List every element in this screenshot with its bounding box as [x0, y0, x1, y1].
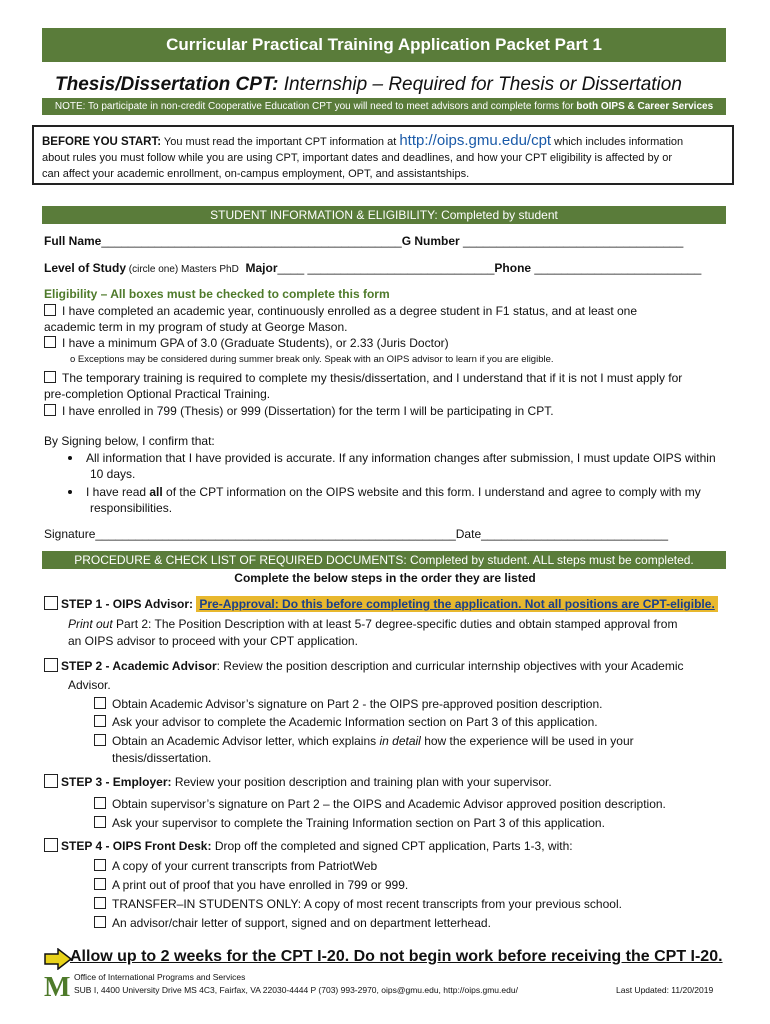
step-3: [44, 774, 552, 790]
eligibility-heading: Eligibility – All boxes must be checked to complete this form: [44, 287, 390, 301]
step-text: how the experience will be used in your: [420, 734, 634, 748]
bullet-icon: [68, 490, 72, 494]
step-2: [44, 658, 684, 674]
subtitle-bold: Thesis/Dissertation CPT:: [55, 74, 279, 95]
eligibility-item-1: [44, 303, 637, 319]
step-2-sub-3-cont: thesis/dissertation.: [112, 751, 212, 765]
step-4-sub-2: [94, 877, 408, 893]
step-text: A print out of proof that you have enrolled in 799 or 999.: [112, 878, 409, 892]
step-1-line2: [68, 616, 677, 632]
checkbox[interactable]: [94, 816, 106, 828]
step-label: STEP 2 - Academic Advisor: [61, 659, 217, 673]
step-text: Review your position description and training plan with your supervisor.: [171, 775, 552, 789]
eligibility-item-3: [44, 370, 682, 386]
checkbox[interactable]: [44, 596, 58, 610]
date-field[interactable]: ____________________________: [481, 527, 668, 541]
checkbox[interactable]: [44, 371, 56, 383]
step-text: : Review the position description and curricular internship objectives with your Academic: [216, 659, 684, 673]
step-text-italic: in detail: [379, 734, 421, 748]
before-you-start-box: [32, 125, 734, 185]
order-note: Complete the below steps in the order they are listed: [234, 571, 536, 585]
step-4-sub-3: [94, 896, 622, 912]
step-label: STEP 3 - Employer:: [61, 775, 172, 789]
checkbox[interactable]: [94, 797, 106, 809]
bullet-icon: [68, 456, 72, 460]
procedure-bar-rest: Completed by student. ALL steps must be completed.: [406, 553, 694, 567]
step-2-sub-2: [94, 714, 598, 730]
checkbox[interactable]: [94, 734, 106, 746]
eligibility-text: I have completed an academic year, continuously enrolled as a degree student in F1 status, and at least one: [62, 304, 638, 318]
footer-address: SUB I, 4400 University Drive MS 4C3, Fairfax, VA 22030-4444 P (703) 993-2970, oips@gmu.edu, http://oips.gmu.edu/: [74, 985, 518, 995]
step-1-line3: an OIPS advisor to proceed with your CPT application.: [68, 634, 358, 648]
note-bar: [42, 98, 726, 115]
eligibility-text: The temporary training is required to complete my thesis/dissertation, and I understand that if it is not I must apply for: [62, 371, 683, 385]
step-text: Ask your advisor to complete the Academic Information section on Part 3 of this application.: [112, 715, 598, 729]
phone-label: Phone: [494, 261, 532, 275]
date-label: Date: [455, 527, 482, 541]
confirm-text: of the CPT information on the OIPS website and this form. I understand and agree to comply with my: [162, 485, 701, 499]
step-3-sub-1: [94, 796, 666, 812]
checkbox[interactable]: [44, 336, 56, 348]
procedure-bar-caps: PROCEDURE & CHECK LIST OF REQUIRED DOCUMENTS:: [74, 553, 407, 567]
step-text: An advisor/chair letter of support, signed and on department letterhead.: [112, 916, 491, 930]
footer-office: Office of International Programs and Services: [74, 972, 246, 982]
confirm-bullet-2: [68, 484, 728, 500]
step-text: Part 2: The Position Description with at least 5-7 degree-specific duties and obtain stamped approval from: [112, 617, 678, 631]
step-4-sub-4: [94, 915, 491, 931]
phone-field[interactable]: _________________________: [531, 261, 702, 275]
before-text4: can affect your academic enrollment, on-campus employment, OPT, and assistantships.: [42, 168, 470, 180]
step-text: TRANSFER–IN STUDENTS ONLY: A copy of most recent transcripts from your previous school.: [112, 897, 622, 911]
subtitle: [55, 74, 755, 96]
checkbox[interactable]: [94, 878, 106, 890]
confirm-text-bold: all: [149, 485, 163, 499]
before-text2: which includes information: [551, 136, 684, 148]
checkbox[interactable]: [94, 697, 106, 709]
confirm-bullet-2-cont: responsibilities.: [90, 501, 173, 515]
before-lead: BEFORE YOU START:: [42, 136, 162, 148]
eligibility-item-4: [44, 403, 554, 419]
checkbox[interactable]: [44, 838, 58, 852]
step-2-line2: Advisor.: [68, 678, 111, 692]
confirm-text: All information that I have provided is accurate. If any information changes after submission, I must update OIPS within: [86, 451, 716, 465]
step-2-sub-1: [94, 696, 603, 712]
confirm-lead: By Signing below, I confirm that:: [44, 434, 215, 448]
checkbox[interactable]: [44, 304, 56, 316]
checkbox[interactable]: [94, 897, 106, 909]
signature-field[interactable]: ______________________________________________________: [95, 527, 456, 541]
level-row: [44, 260, 701, 278]
level-label: Level of Study: [44, 261, 127, 275]
checkbox[interactable]: [44, 404, 56, 416]
student-bar-caps: STUDENT INFORMATION & ELIGIBILITY:: [210, 208, 438, 222]
full-name-label: Full Name: [44, 234, 102, 248]
checkbox[interactable]: [44, 774, 58, 788]
step-text: Obtain supervisor’s signature on Part 2 – the OIPS and Academic Advisor approved position description.: [112, 797, 666, 811]
step-text: Obtain an Academic Advisor letter, which explains: [112, 734, 380, 748]
student-section-bar: [42, 206, 726, 224]
confirm-bullet-1: [68, 450, 728, 466]
full-name-field[interactable]: _____________________________________________: [101, 234, 402, 248]
step1-highlight: Pre-Approval: Do this before completing the application. Not all positions are CPT-eligible.: [196, 596, 717, 612]
before-text3: about rules you must follow while you are using CPT, important dates and deadlines, and how your CPT eligibility is affected by or: [42, 152, 672, 164]
eligibility-exception-note: o Exceptions may be considered during summer break only. Speak with an OIPS advisor to learn if you are eligible.: [70, 354, 554, 365]
gmu-logo: M: [44, 972, 71, 1003]
eligibility-text: I have a minimum GPA of 3.0 (Graduate Students), or 2.33 (Juris Doctor): [62, 336, 449, 350]
step-text-italic: Print out: [68, 617, 113, 631]
checkbox[interactable]: [94, 916, 106, 928]
level-options[interactable]: Masters PhD: [181, 264, 239, 275]
checkbox[interactable]: [44, 658, 58, 672]
footer-updated: Last Updated: 11/20/2019: [616, 985, 714, 995]
step-label: STEP 4 - OIPS Front Desk:: [61, 839, 212, 853]
subtitle-rest: Internship – Required for Thesis or Dissertation: [278, 74, 682, 95]
checkbox[interactable]: [94, 859, 106, 871]
student-bar-rest: Completed by student: [437, 208, 558, 222]
g-number-field[interactable]: _________________________________: [459, 234, 684, 248]
before-text1: You must read the important CPT information at: [161, 136, 400, 148]
procedure-section-bar: [42, 551, 726, 569]
confirm-bullet-1-cont: 10 days.: [90, 467, 136, 481]
footer-warning: Allow up to 2 weeks for the CPT I-20. Do not begin work before receiving the CPT I-20.: [70, 948, 723, 965]
step-1: [44, 596, 718, 612]
checkbox[interactable]: [94, 715, 106, 727]
confirm-text: I have read: [86, 485, 150, 499]
step-3-sub-2: [94, 815, 605, 831]
arrow-right-icon: [44, 948, 72, 970]
eligibility-item-1-cont: academic term in my program of study at George Mason.: [44, 320, 348, 334]
major-label: Major: [245, 261, 278, 275]
cpt-link[interactable]: http://oips.gmu.edu/cpt: [399, 132, 552, 149]
step-text: A copy of your current transcripts from PatriotWeb: [112, 859, 378, 873]
eligibility-text: I have enrolled in 799 (Thesis) or 999 (Dissertation) for the term I will be participating in CPT.: [62, 404, 554, 418]
full-name-row: [44, 233, 683, 249]
step-text: Obtain Academic Advisor’s signature on Part 2 - the OIPS pre-approved position description.: [112, 697, 603, 711]
page-title: Curricular Practical Training Application Packet Part 1: [42, 28, 726, 62]
step-text: Drop off the completed and signed CPT application, Parts 1-3, with:: [211, 839, 573, 853]
signature-label: Signature: [44, 527, 96, 541]
step-label: STEP 1 - OIPS Advisor:: [61, 597, 197, 611]
step-2-sub-3: [94, 733, 634, 749]
circle-one: (circle one): [126, 264, 182, 275]
signature-row: [44, 526, 668, 542]
step-4: [44, 838, 573, 854]
eligibility-item-3-cont: pre-completion Optional Practical Training.: [44, 387, 271, 401]
step-text: Ask your supervisor to complete the Training Information section on Part 3 of this application.: [112, 816, 605, 830]
step-4-sub-1: [94, 858, 377, 874]
eligibility-item-2: [44, 335, 449, 351]
major-field[interactable]: ____ ____________________________: [277, 261, 495, 275]
note-bold: both OIPS & Career Services: [576, 101, 714, 112]
note-text: NOTE: To participate in non-credit Cooperative Education CPT you will need to meet advisors and complete forms for: [54, 101, 577, 112]
g-number-label: G Number: [401, 234, 460, 248]
